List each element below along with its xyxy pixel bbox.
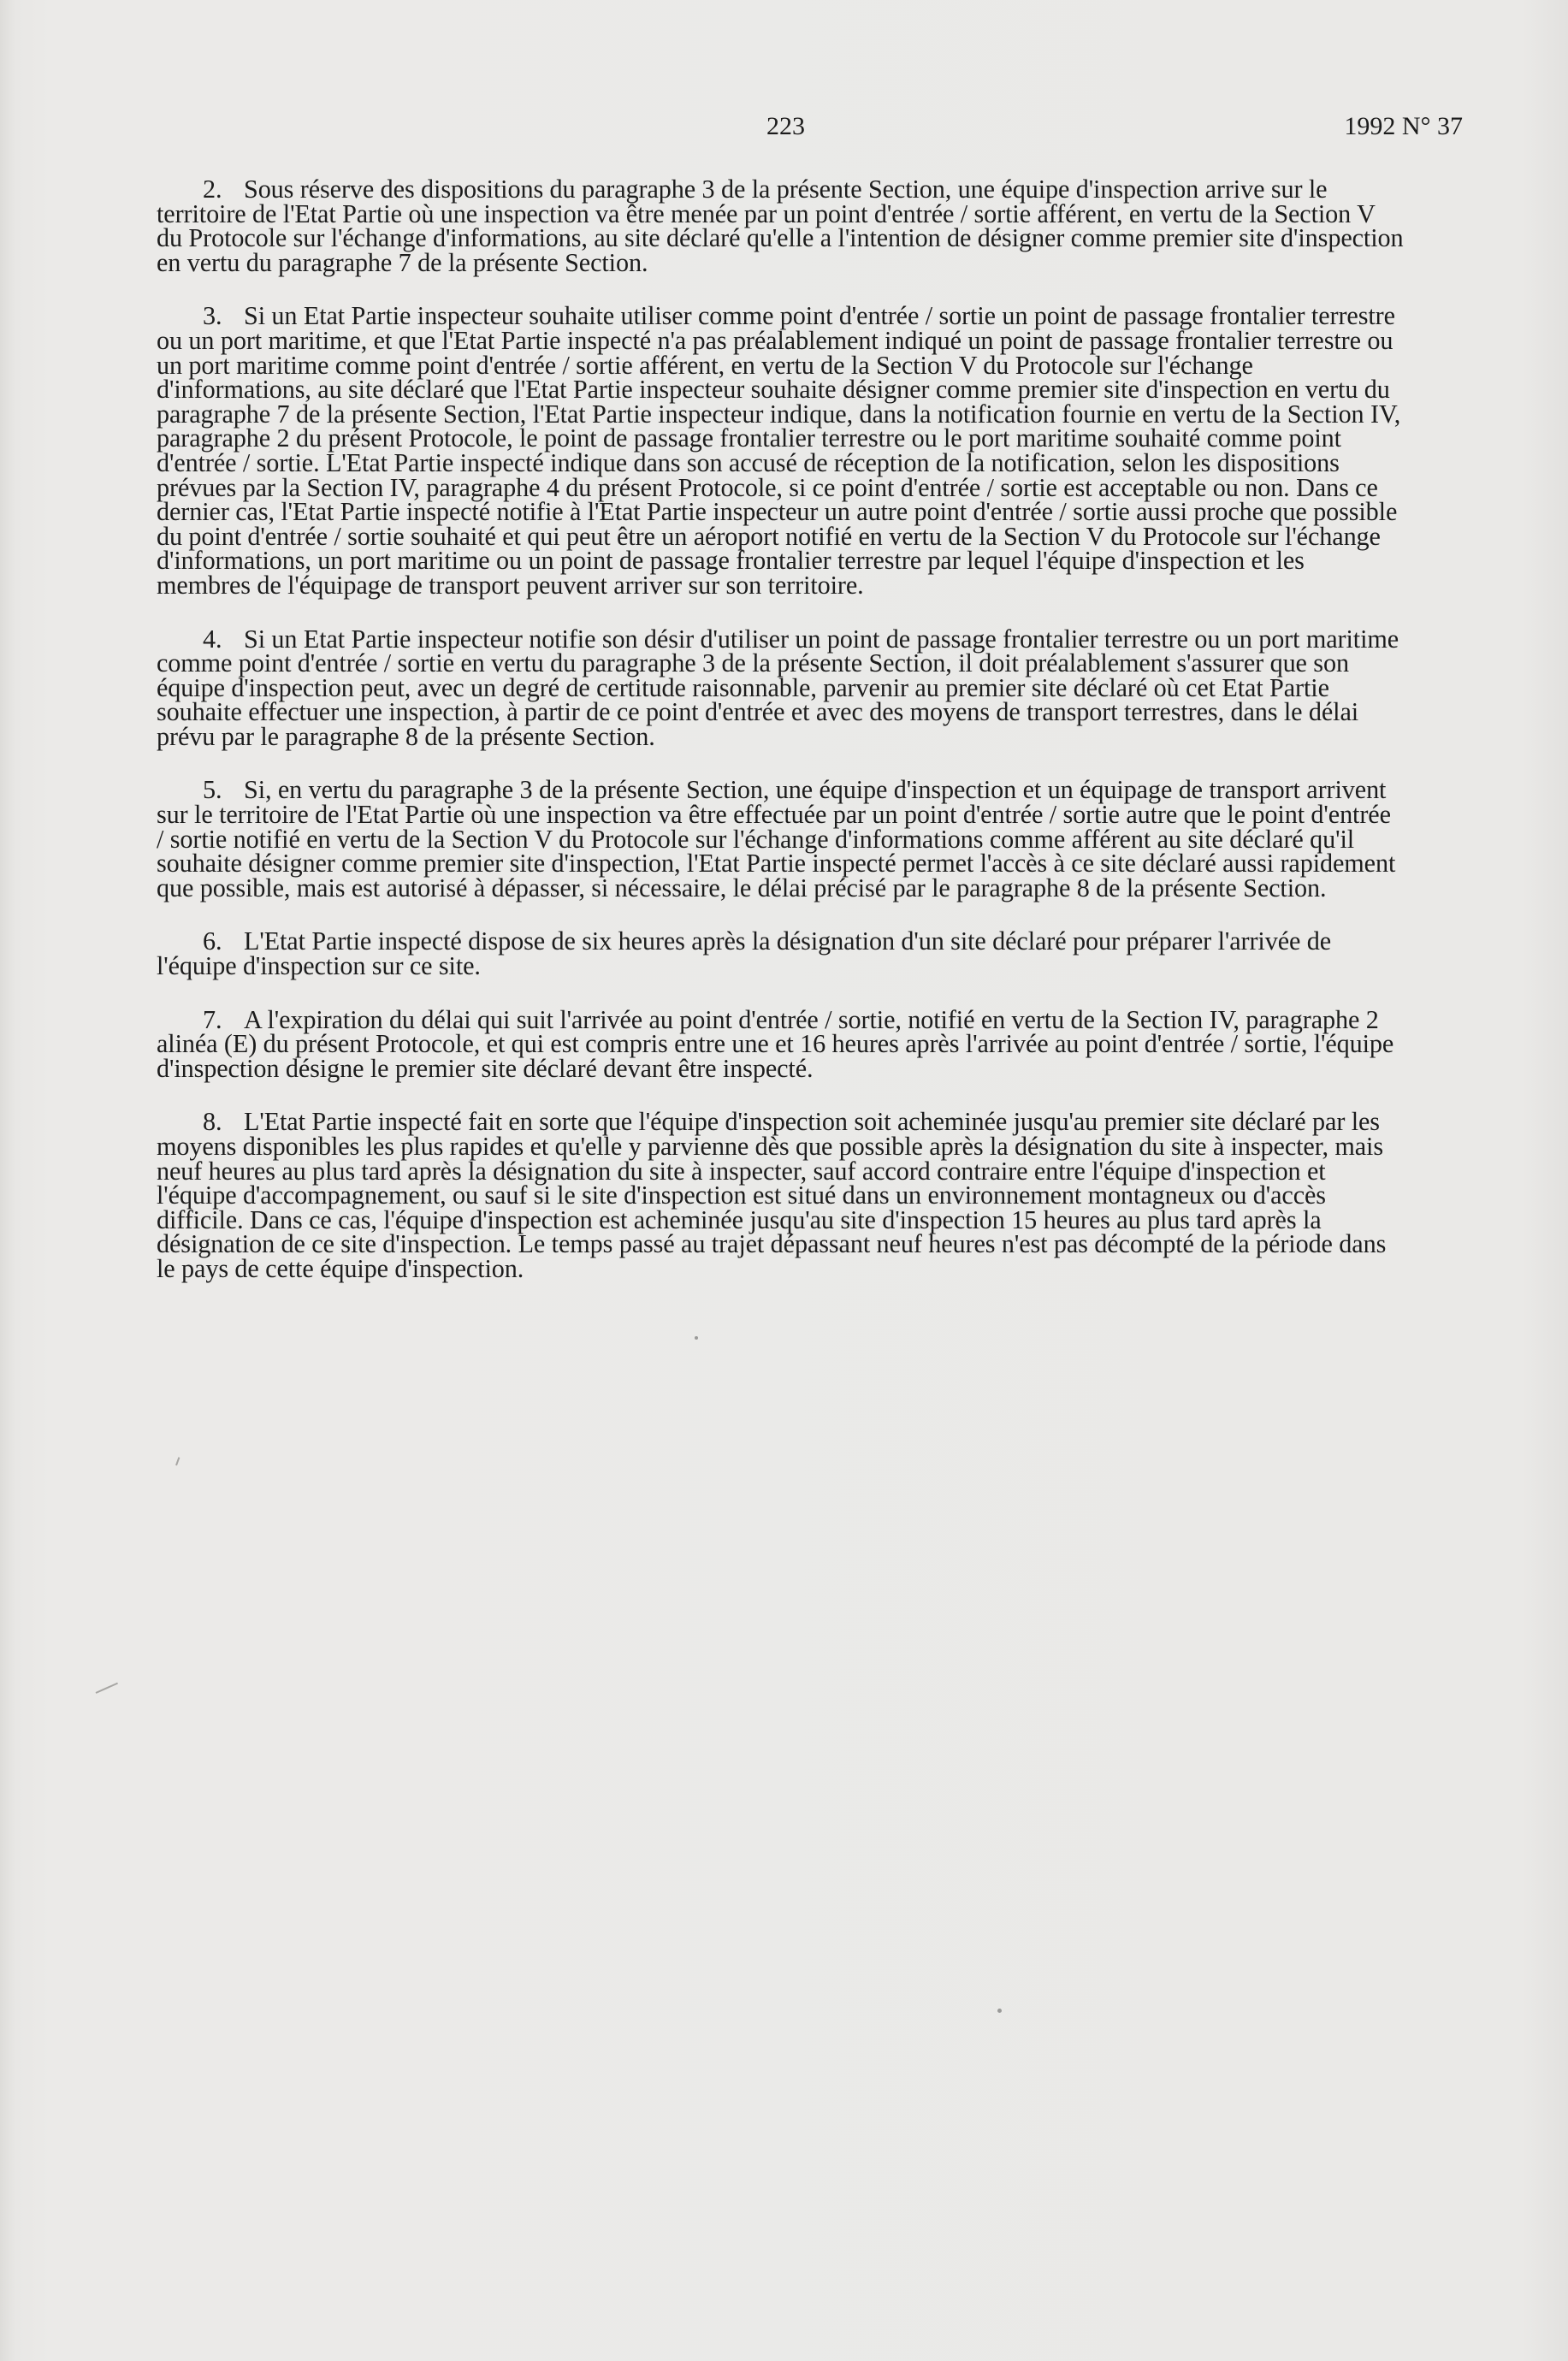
paragraph-text: L'Etat Partie inspecté fait en sorte que l'équipe d'inspection soit acheminée jusqu'au premier site déclaré par les moyens disponibles les plus rapides et qu'elle y parvienne dès que possible après la désignation du site à inspecter, mais neuf heures au plus tard après la désignation du site à inspecter, sauf accord contraire entre l'équipe d'inspection et l'équipe d'accompagnement, ou sauf si le site d'inspection est situé dans un environnement montagneux ou d'accès difficile. Dans ce cas, l'équipe d'inspection est acheminée jusqu'au site d'inspection 15 heures au plus tard après la désignation de ce site d'inspection. Le temps passé au trajet dépassant neuf heures n'est pas décompté de la période dans le pays de cette équipe d'inspection. — [157, 1107, 1387, 1283]
pencil-mark — [175, 1457, 180, 1465]
paragraph-number: 8. — [203, 1107, 222, 1137]
gazette-reference: 1992 N° 37 — [1344, 112, 1463, 140]
paragraph-2 — [157, 177, 1404, 275]
paragraph-text: Si, en vertu du paragraphe 3 de la présente Section, une équipe d'inspection et un équipage de transport arrivent sur le territoire de l'Etat Partie où une inspection va être effectuée par un point d'entrée / sortie autre que le point d'entrée / sortie notifié en vertu de la Section V du Protocole sur l'échange d'informations comme afférent au site déclaré qu'il souhaite désigner comme premier site d'inspection, l'Etat Partie inspecté permet l'accès à ce site déclaré aussi rapidement que possible, mais est autorisé à dépasser, si nécessaire, le délai précisé par le paragraphe 8 de la présente Section. — [157, 775, 1396, 902]
document-body — [157, 177, 1404, 1311]
paragraph-6 — [157, 926, 1404, 981]
paragraph-3 — [157, 301, 1404, 600]
paragraph-4 — [157, 624, 1404, 751]
page-number: 223 — [766, 112, 805, 140]
page-header — [0, 109, 1568, 144]
paragraph-text: A l'expiration du délai qui suit l'arrivée au point d'entrée / sortie, notifié en vertu de la Section IV, paragraphe 2 alinéa (E) du présent Protocole, et qui est compris entre une et 16 heures après l'arrivée au point d'entrée / sortie, l'équipe d'inspection désigne le premier site déclaré devant être inspecté. — [157, 1004, 1394, 1083]
pencil-mark — [96, 1683, 118, 1694]
paragraph-number: 4. — [203, 624, 222, 654]
paragraph-number: 3. — [203, 301, 222, 331]
paragraph-text: L'Etat Partie inspecté dispose de six heures après la désignation d'un site déclaré pour préparer l'arrivée de l'équipe d'inspection sur ce site. — [157, 926, 1332, 981]
paragraph-text: Si un Etat Partie inspecteur souhaite utiliser comme point d'entrée / sortie un point de passage frontalier terrestre ou un port maritime, et que l'Etat Partie inspecté n'a pas préalablement indiqué un point de passage frontalier terrestre ou un port maritime comme point d'entrée / sortie afférent, en vertu de la Section V du Protocole sur l'échange d'informations, au site déclaré que l'Etat Partie inspecteur souhaite désigner comme premier site d'inspection en vertu du paragraphe 7 de la présente Section, l'Etat Partie inspecteur indique, dans la notification fournie en vertu de la Section IV, paragraphe 2 du présent Protocole, le point de passage frontalier terrestre ou le port maritime souhaité comme point d'entrée / sortie. L'Etat Partie inspecté indique dans son accusé de réception de la notification, selon les dispositions prévues par la Section IV, paragraphe 4 du présent Protocole, si ce point d'entrée / sortie est acceptable ou non. Dans ce dernier cas, l'Etat Partie inspecté notifie à l'Etat Partie inspecteur un autre point d'entrée / sortie aussi proche que possible du point d'entrée / sortie souhaité et qui peut être un aéroport notifié en vertu de la Section V du Protocole sur l'échange d'informations, un port maritime ou un point de passage frontalier terrestre par lequel l'équipe d'inspection et les membres de l'équipage de transport peuvent arriver sur son territoire. — [157, 301, 1401, 600]
paragraph-number: 5. — [203, 775, 222, 805]
paragraph-5 — [157, 775, 1404, 902]
paragraph-7 — [157, 1004, 1404, 1083]
scan-speck — [695, 1336, 698, 1340]
paragraph-text: Sous réserve des dispositions du paragraphe 3 de la présente Section, une équipe d'inspection arrive sur le territoire de l'Etat Partie où une inspection va être menée par un point d'entrée / sortie afférent, en vertu de la Section V du Protocole sur l'échange d'informations, au site déclaré qu'elle a l'intention de désigner comme premier site d'inspection en vertu du paragraphe 7 de la présente Section. — [157, 175, 1404, 277]
paragraph-text: Si un Etat Partie inspecteur notifie son désir d'utiliser un point de passage frontalier terrestre ou un port maritime comme point d'entrée / sortie en vertu du paragraphe 3 de la présente Section, il doit préalablement s'assurer que son équipe d'inspection peut, avec un degré de certitude raisonnable, parvenir au premier site déclaré où cet Etat Partie souhaite effectuer une inspection, à partir de ce point d'entrée et avec des moyens de transport terrestres, dans le délai prévu par le paragraphe 8 de la présente Section. — [157, 624, 1399, 751]
paragraph-number: 7. — [203, 1004, 222, 1034]
paragraph-number: 2. — [203, 175, 222, 204]
scan-speck — [997, 2009, 1002, 2013]
paragraph-number: 6. — [203, 926, 222, 956]
paragraph-8 — [157, 1109, 1404, 1281]
